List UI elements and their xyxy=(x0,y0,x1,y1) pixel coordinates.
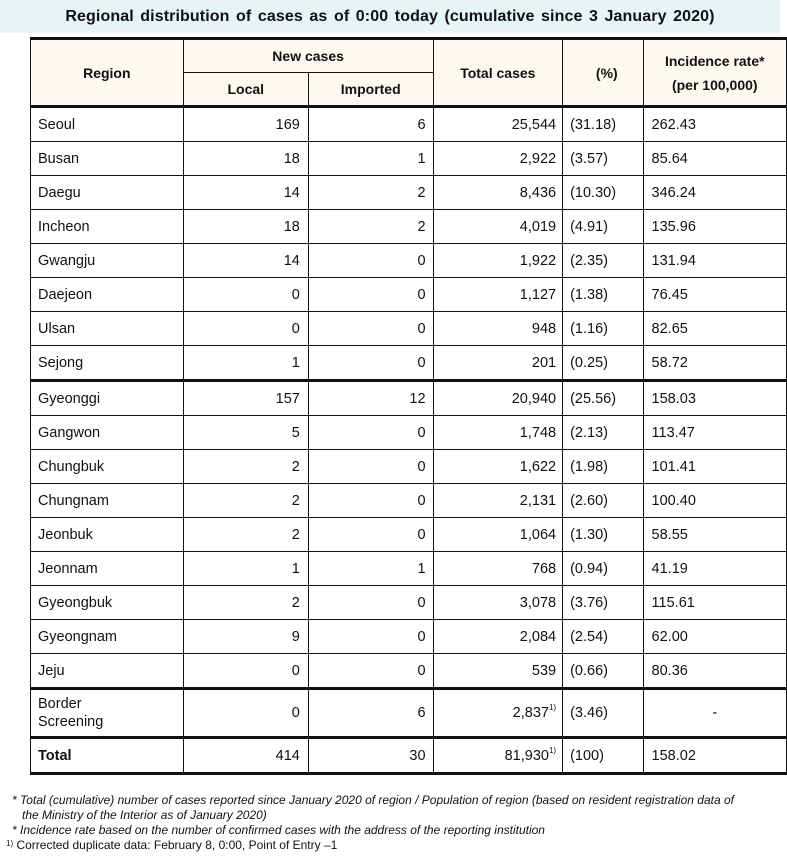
header-local: Local xyxy=(183,73,308,107)
percent-cell: (0.94) xyxy=(563,552,643,586)
rate-cell: 262.43 xyxy=(643,107,786,142)
total-cell: 1,748 xyxy=(433,416,563,450)
imported-cell: 0 xyxy=(308,654,433,689)
rate-cell: 80.36 xyxy=(643,654,786,689)
region-cell: Chungbuk xyxy=(31,450,184,484)
note-incidence-definition: * Total (cumulative) number of cases reported since January 2020 of region / Population of region (based on resident registration data of xyxy=(12,793,734,807)
rate-cell: 100.40 xyxy=(643,484,786,518)
table-row xyxy=(31,210,787,244)
imported-cell: 0 xyxy=(308,346,433,381)
total-cell: 201 xyxy=(433,346,563,381)
header-percent: (%) xyxy=(563,39,643,107)
region-line1: Border xyxy=(38,696,82,712)
rate-cell: 115.61 xyxy=(643,586,786,620)
percent-cell: (2.54) xyxy=(563,620,643,654)
table-row xyxy=(31,107,787,142)
table-row xyxy=(31,142,787,176)
region-cell: Total xyxy=(31,738,184,774)
local-cell: 1 xyxy=(183,552,308,586)
region-cell: Chungnam xyxy=(31,484,184,518)
imported-cell: 1 xyxy=(308,142,433,176)
table-row xyxy=(31,586,787,620)
total-cell: 539 xyxy=(433,654,563,689)
percent-cell: (1.16) xyxy=(563,312,643,346)
total-cell: 1,622 xyxy=(433,450,563,484)
total-cell: 2,084 xyxy=(433,620,563,654)
total-cell: 768 xyxy=(433,552,563,586)
table-row xyxy=(31,484,787,518)
note-incidence-basis: * Incidence rate based on the number of confirmed cases with the address of the reporting institution xyxy=(12,823,545,837)
local-cell: 14 xyxy=(183,244,308,278)
title-band xyxy=(0,0,780,33)
footnote-text: Corrected duplicate data: February 8, 0:00, Point of Entry –1 xyxy=(16,838,338,852)
header-incidence-rate xyxy=(643,39,786,107)
rate-cell: 41.19 xyxy=(643,552,786,586)
rate-cell: 135.96 xyxy=(643,210,786,244)
footnotes xyxy=(6,793,734,853)
imported-cell: 1 xyxy=(308,552,433,586)
rate-cell: 82.65 xyxy=(643,312,786,346)
percent-cell: (10.30) xyxy=(563,176,643,210)
rate-cell: 101.41 xyxy=(643,450,786,484)
imported-cell: 6 xyxy=(308,689,433,738)
imported-cell: 0 xyxy=(308,244,433,278)
note-incidence-definition-cont: the Ministry of the Interior as of January 2020) xyxy=(22,808,267,822)
imported-cell: 0 xyxy=(308,484,433,518)
percent-cell: (25.56) xyxy=(563,381,643,416)
region-cell: Daegu xyxy=(31,176,184,210)
total-cell: 1,922 xyxy=(433,244,563,278)
local-cell: 414 xyxy=(183,738,308,774)
imported-cell: 2 xyxy=(308,176,433,210)
imported-cell: 2 xyxy=(308,210,433,244)
imported-cell: 12 xyxy=(308,381,433,416)
local-cell: 0 xyxy=(183,654,308,689)
header-new-cases: New cases xyxy=(183,39,433,73)
total-cell: 3,078 xyxy=(433,586,563,620)
table-body xyxy=(31,107,787,774)
rate-cell: 113.47 xyxy=(643,416,786,450)
rate-cell: 58.72 xyxy=(643,346,786,381)
rate-cell: 58.55 xyxy=(643,518,786,552)
table-row xyxy=(31,654,787,689)
header-rate-line2: (per 100,000) xyxy=(671,76,758,93)
imported-cell: 0 xyxy=(308,518,433,552)
percent-cell: (3.76) xyxy=(563,586,643,620)
percent-cell: (1.30) xyxy=(563,518,643,552)
percent-cell: (100) xyxy=(563,738,643,774)
total-cell: 1,064 xyxy=(433,518,563,552)
region-cell: Gyeongnam xyxy=(31,620,184,654)
table-row xyxy=(31,244,787,278)
percent-cell: (3.46) xyxy=(563,689,643,738)
region-cell: Daejeon xyxy=(31,278,184,312)
table-row-border-screening xyxy=(31,689,787,738)
imported-cell: 0 xyxy=(308,278,433,312)
total-cell: 25,544 xyxy=(433,107,563,142)
local-cell: 0 xyxy=(183,312,308,346)
region-cell: Incheon xyxy=(31,210,184,244)
local-cell: 5 xyxy=(183,416,308,450)
local-cell: 0 xyxy=(183,278,308,312)
percent-cell: (2.35) xyxy=(563,244,643,278)
local-cell: 2 xyxy=(183,484,308,518)
total-cell xyxy=(433,738,563,774)
table-row xyxy=(31,176,787,210)
local-cell: 1 xyxy=(183,346,308,381)
percent-cell: (4.91) xyxy=(563,210,643,244)
table-row xyxy=(31,312,787,346)
percent-cell: (0.25) xyxy=(563,346,643,381)
percent-cell: (3.57) xyxy=(563,142,643,176)
header-total-cases: Total cases xyxy=(433,39,563,107)
header-rate-line1: Incidence rate* xyxy=(664,52,765,69)
imported-cell: 0 xyxy=(308,586,433,620)
table-row xyxy=(31,346,787,381)
imported-cell: 0 xyxy=(308,620,433,654)
imported-cell: 30 xyxy=(308,738,433,774)
footnote-corrected xyxy=(6,838,734,853)
local-cell: 18 xyxy=(183,142,308,176)
local-cell: 14 xyxy=(183,176,308,210)
rate-cell: 158.03 xyxy=(643,381,786,416)
header-row-1 xyxy=(31,39,787,73)
table-row xyxy=(31,381,787,416)
table-row xyxy=(31,620,787,654)
region-cell xyxy=(31,689,184,738)
region-cell: Gangwon xyxy=(31,416,184,450)
percent-cell: (1.98) xyxy=(563,450,643,484)
region-cell: Seoul xyxy=(31,107,184,142)
region-cell: Gwangju xyxy=(31,244,184,278)
total-cell: 2,922 xyxy=(433,142,563,176)
rate-cell: 62.00 xyxy=(643,620,786,654)
page-title: Regional distribution of cases as of 0:00 today (cumulative since 3 January 2020) xyxy=(65,7,715,25)
local-cell: 0 xyxy=(183,689,308,738)
table-row xyxy=(31,552,787,586)
total-cell: 8,436 xyxy=(433,176,563,210)
percent-cell: (0.66) xyxy=(563,654,643,689)
rate-cell: 76.45 xyxy=(643,278,786,312)
total-cell: 1,127 xyxy=(433,278,563,312)
imported-cell: 0 xyxy=(308,312,433,346)
total-value: 2,837 xyxy=(512,705,549,721)
total-cell: 948 xyxy=(433,312,563,346)
region-cell: Gyeongbuk xyxy=(31,586,184,620)
rate-cell: 346.24 xyxy=(643,176,786,210)
total-value: 81,930 xyxy=(504,747,549,764)
region-cell: Ulsan xyxy=(31,312,184,346)
header-region: Region xyxy=(31,39,184,107)
footnote-ref: 1) xyxy=(548,745,557,755)
table-row xyxy=(31,450,787,484)
region-cell: Jeju xyxy=(31,654,184,689)
region-cell: Gyeonggi xyxy=(31,381,184,416)
regional-cases-table xyxy=(30,37,787,775)
region-cell: Jeonnam xyxy=(31,552,184,586)
table-row-total xyxy=(31,738,787,774)
percent-cell: (2.60) xyxy=(563,484,643,518)
total-cell: 2,131 xyxy=(433,484,563,518)
imported-cell: 0 xyxy=(308,416,433,450)
imported-cell: 6 xyxy=(308,107,433,142)
local-cell: 2 xyxy=(183,450,308,484)
footnote-marker: 1) xyxy=(6,839,14,848)
local-cell: 9 xyxy=(183,620,308,654)
local-cell: 169 xyxy=(183,107,308,142)
total-cell: 20,940 xyxy=(433,381,563,416)
region-cell: Jeonbuk xyxy=(31,518,184,552)
percent-cell: (31.18) xyxy=(563,107,643,142)
percent-cell: (1.38) xyxy=(563,278,643,312)
table-row xyxy=(31,518,787,552)
rate-cell: - xyxy=(643,689,786,738)
rate-cell: 158.02 xyxy=(643,738,786,774)
table-row xyxy=(31,278,787,312)
local-cell: 2 xyxy=(183,586,308,620)
footnote-ref: 1) xyxy=(548,703,557,712)
local-cell: 2 xyxy=(183,518,308,552)
header-imported: Imported xyxy=(308,73,433,107)
region-line2: Screening xyxy=(38,714,104,730)
rate-cell: 85.64 xyxy=(643,142,786,176)
percent-cell: (2.13) xyxy=(563,416,643,450)
table-row xyxy=(31,416,787,450)
region-cell: Busan xyxy=(31,142,184,176)
total-cell xyxy=(433,689,563,738)
local-cell: 157 xyxy=(183,381,308,416)
region-cell: Sejong xyxy=(31,346,184,381)
local-cell: 18 xyxy=(183,210,308,244)
total-cell: 4,019 xyxy=(433,210,563,244)
imported-cell: 0 xyxy=(308,450,433,484)
rate-cell: 131.94 xyxy=(643,244,786,278)
